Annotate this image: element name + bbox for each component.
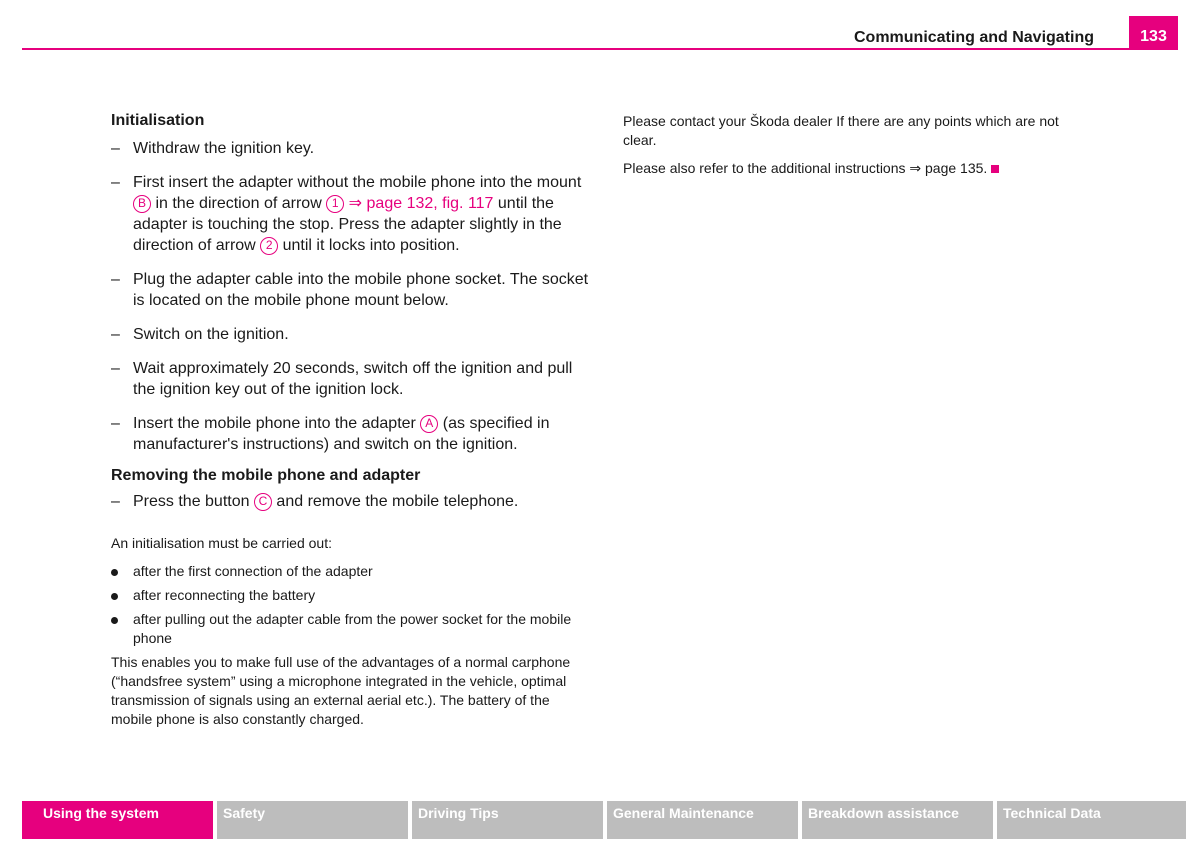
dash-bullet: – bbox=[111, 415, 120, 432]
tab-driving-tips[interactable]: Driving Tips bbox=[412, 801, 603, 839]
tab-using-the-system[interactable]: Using the system bbox=[22, 801, 213, 839]
tab-breakdown-assistance[interactable]: Breakdown assistance bbox=[802, 801, 993, 839]
tab-safety[interactable]: Safety bbox=[217, 801, 408, 839]
additional-instructions bbox=[623, 159, 1093, 178]
step-text: (as specified in manufacturer's instructions) and switch on the ignition. bbox=[133, 415, 550, 453]
list-item bbox=[111, 562, 591, 581]
bullet-dot-icon bbox=[111, 593, 118, 600]
step-text: Insert the mobile phone into the adapter bbox=[133, 415, 416, 432]
list-item-text: after reconnecting the battery bbox=[133, 587, 316, 603]
right-column bbox=[623, 112, 1093, 178]
dash-bullet: – bbox=[111, 271, 120, 288]
step-text: until it locks into position. bbox=[282, 237, 460, 254]
header-rule bbox=[22, 48, 1178, 50]
page-reference-link[interactable]: ⇒ page 132, fig. 117 bbox=[348, 195, 494, 212]
dash-bullet: – bbox=[111, 174, 120, 191]
step-text: First insert the adapter without the mobile phone into the mount bbox=[133, 174, 582, 191]
step-ignition-on bbox=[111, 324, 591, 345]
additional-instructions-text: Please also refer to the additional instructions ⇒ page 135. bbox=[623, 160, 988, 176]
section-title: Communicating and Navigating bbox=[853, 29, 1094, 46]
heading-removing: Removing the mobile phone and adapter bbox=[111, 467, 421, 484]
step-text: in the direction of arrow bbox=[155, 195, 322, 212]
bullet-dot-icon bbox=[111, 569, 118, 576]
left-column bbox=[111, 110, 591, 729]
step-text: Switch on the ignition. bbox=[133, 326, 289, 343]
step-insert-adapter bbox=[111, 172, 591, 256]
tab-general-maintenance[interactable]: General Maintenance bbox=[607, 801, 798, 839]
list-item bbox=[111, 586, 591, 605]
step-text: and remove the mobile telephone. bbox=[276, 493, 519, 510]
callout-c: C bbox=[254, 493, 272, 511]
tab-technical-data[interactable]: Technical Data bbox=[997, 801, 1186, 839]
dash-bullet: – bbox=[111, 493, 120, 510]
step-text: Withdraw the ignition key. bbox=[133, 140, 315, 157]
list-item bbox=[111, 610, 591, 648]
step-text: Plug the adapter cable into the mobile phone socket. The socket is located on the mobile phone mount below. bbox=[133, 271, 589, 309]
note-body: This enables you to make full use of the advantages of a normal carphone (“handsfree system” using a microphone integrated in the vehicle, optimal transmission of signals using an external aerial etc.). The battery of the mobile phone is also constantly charged. bbox=[111, 654, 571, 727]
step-text: Wait approximately 20 seconds, switch off the ignition and pull the ignition key out of the ignition lock. bbox=[133, 360, 573, 398]
callout-b: B bbox=[133, 195, 151, 213]
dash-bullet: – bbox=[111, 326, 120, 343]
chapter-tabs bbox=[22, 801, 1186, 839]
page-number: 133 bbox=[1129, 16, 1178, 50]
dealer-note: Please contact your Škoda dealer If there are any points which are not clear. bbox=[623, 113, 1059, 148]
callout-1: 1 bbox=[326, 195, 344, 213]
callout-a: A bbox=[420, 415, 438, 433]
dash-bullet: – bbox=[111, 140, 120, 157]
note-intro: An initialisation must be carried out: bbox=[111, 535, 332, 551]
heading-initialisation: Initialisation bbox=[111, 112, 205, 129]
dash-bullet: – bbox=[111, 360, 120, 377]
step-withdraw-key bbox=[111, 138, 591, 159]
bullet-dot-icon bbox=[111, 617, 118, 624]
list-item-text: after pulling out the adapter cable from the power socket for the mobile phone bbox=[133, 611, 572, 646]
step-plug-cable bbox=[111, 269, 591, 311]
step-text: Press the button bbox=[133, 493, 250, 510]
callout-2: 2 bbox=[260, 237, 278, 255]
section-end-icon bbox=[991, 165, 999, 173]
list-item-text: after the first connection of the adapter bbox=[133, 563, 373, 579]
step-insert-phone bbox=[111, 413, 591, 455]
step-text: until the adapter is touching the stop. Press the adapter slightly in the direction of arrow bbox=[133, 195, 562, 254]
step-press-button bbox=[111, 491, 591, 512]
step-wait bbox=[111, 358, 591, 400]
